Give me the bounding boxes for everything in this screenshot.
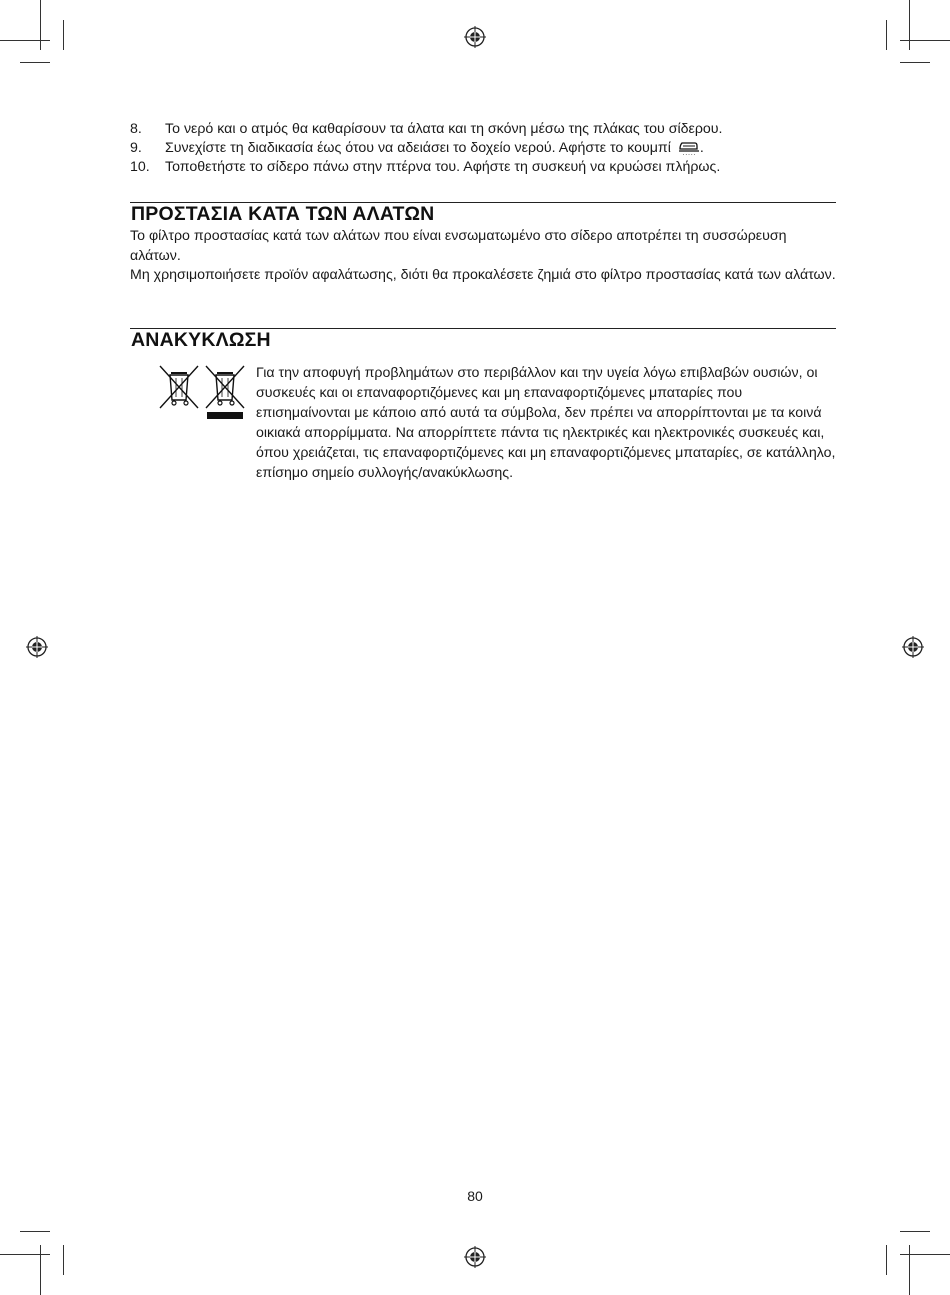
step-number: 9.	[130, 140, 142, 156]
crossed-bin-with-bar-icon	[204, 364, 246, 420]
self-clean-iron-icon	[678, 140, 700, 156]
crop-mark	[40, 0, 41, 50]
anti-calc-paragraph: Το φίλτρο προστασίας κατά των αλάτων που είναι ενσωματωμένο στο σίδερο αποτρέπει τη συσσώρευση αλάτων.	[130, 228, 787, 264]
crop-mark	[886, 1245, 887, 1275]
crop-mark	[40, 1245, 41, 1295]
crop-mark	[900, 40, 950, 41]
step-number: 8.	[130, 121, 142, 137]
crop-mark	[20, 62, 50, 63]
step-text: Συνεχίστε τη διαδικασία έως ότου να αδειάσει το δοχείο νερού. Αφήστε το κουμπί	[165, 140, 671, 156]
list-item	[130, 120, 836, 139]
step-text-suffix: .	[699, 140, 704, 156]
anti-calc-heading: ΠΡΟΣΤΑΣΙΑ ΚΑΤΑ ΤΩΝ ΑΛΑΤΩΝ	[131, 203, 435, 225]
registration-mark-icon	[464, 1246, 486, 1268]
recycling-text: Για την αποφυγή προβλημάτων στο περιβάλλον και την υγεία λόγω επιβλαβών ουσιών, οι συσκευές και οι επαναφορτιζόμενες και μη επαναφορτιζόμενες μπαταρίες που επισημαίνονται με κάποιο από αυτά τα σύμβολα, δεν πρέπει να απορρίπτονται με τα κοινά οικιακά απορρίμματα. Να απορρίπτετε πάντα τις ηλεκτρικές και ηλεκτρονικές συσκευές και, όπου χρειάζεται, τις επαναφορτιζόμενες και μη επαναφορτιζόμενες μπαταρίες, σε κατάλληλο, επίσημο σημείο συλλογής/ανακύκλωσης.	[256, 365, 836, 481]
list-item	[130, 158, 836, 177]
crop-mark	[0, 40, 50, 41]
step-number: 10.	[130, 159, 150, 175]
anti-calc-paragraph: Μη χρησιμοποιήσετε προϊόν αφαλάτωσης, διότι θα προκαλέσετε ζημιά στο φίλτρο προστασίας κατά των αλάτων.	[130, 267, 836, 283]
recycling-heading: ΑΝΑΚΥΚΛΩΣΗ	[131, 329, 271, 351]
page-number: 80	[467, 1188, 483, 1204]
crop-mark	[909, 0, 910, 50]
crossed-bin-icon	[158, 364, 200, 410]
crop-mark	[63, 20, 64, 50]
registration-mark-icon	[464, 26, 486, 48]
step-text: Το νερό και ο ατμός θα καθαρίσουν τα άλατα και τη σκόνη μέσω της πλάκας του σίδερου.	[165, 121, 723, 137]
crop-mark	[0, 1254, 50, 1255]
svg-text:• • • • •: • • • • •	[682, 152, 696, 156]
list-item	[130, 139, 836, 158]
step-text: Τοποθετήστε το σίδερο πάνω στην πτέρνα του. Αφήστε τη συσκευή να κρυώσει πλήρως.	[165, 159, 721, 175]
crop-mark	[900, 62, 930, 63]
crop-mark	[909, 1245, 910, 1295]
crop-mark	[900, 1231, 930, 1232]
crop-mark	[63, 1245, 64, 1275]
crop-mark	[886, 20, 887, 50]
registration-mark-icon	[26, 636, 48, 658]
crop-mark	[20, 1231, 50, 1232]
registration-mark-icon	[902, 636, 924, 658]
steps-list	[130, 120, 836, 177]
crop-mark	[900, 1254, 950, 1255]
